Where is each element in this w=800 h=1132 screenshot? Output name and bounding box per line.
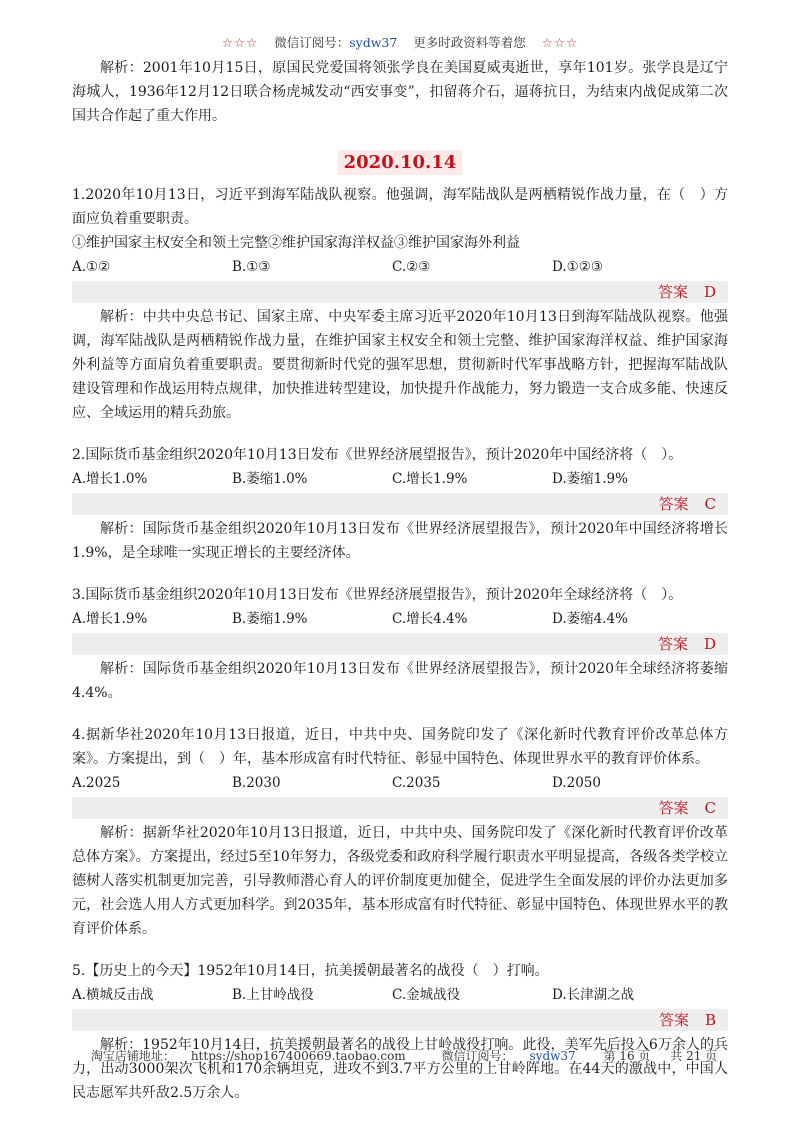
answer-bar xyxy=(72,797,728,819)
page-total: 共 21 页 xyxy=(670,1049,718,1063)
option-list xyxy=(72,467,728,491)
header-stars-left: ☆☆☆ xyxy=(221,35,259,50)
answer-value: C xyxy=(704,799,716,817)
answer-value: D xyxy=(703,635,716,653)
main-content xyxy=(72,56,728,1105)
question-analysis: 解析：国际货币基金组织2020年10月13日发布《世界经济展望报告》，预计2020年全球经济将萎缩4.4%。 xyxy=(72,661,728,701)
answer-label: 答案 xyxy=(658,1011,689,1029)
answer-label: 答案 xyxy=(657,283,688,301)
header-slogan: 更多时政资料等着您 xyxy=(413,35,526,50)
option-d: D.2050 xyxy=(552,775,601,791)
question-stem: 4.据新华社2020年10月13日报道，近日，中共中央、国务院印发了《深化新时代教育评价改革总体方案》。方案提出，到（ ）年，基本形成富有时代特征、彰显中国特色、体现世界水平的教育评价体系。 xyxy=(72,727,728,767)
answer-bar xyxy=(72,1009,728,1031)
question-stem: 1.2020年10月13日，习近平到海军陆战队视察。他强调，海军陆战队是两栖精锐作战力量，在（ ）方面应负着重要职责。 xyxy=(72,187,728,227)
question-stem: 5.【历史上的今天】1952年10月14日，抗美援朝最著名的战役（ ）打响。 xyxy=(72,963,549,979)
footer-wechat-label: 微信订阅号： xyxy=(441,1049,514,1063)
question-stem: 2.国际货币基金组织2020年10月13日发布《世界经济展望报告》，预计2020年中国经济将（ ）。 xyxy=(72,447,683,463)
option-c: C.增长1.9% xyxy=(392,471,468,487)
answer-label: 答案 xyxy=(658,799,689,817)
option-c: C.金城战役 xyxy=(392,987,461,1003)
question-stem-extra: ①维护国家主权安全和领土完整②维护国家海洋权益③维护国家海外利益 xyxy=(72,235,520,251)
option-list xyxy=(72,255,728,279)
answer-label: 答案 xyxy=(658,495,689,513)
question-block xyxy=(72,583,728,705)
header-stars-right: ☆☆☆ xyxy=(541,35,579,50)
question-analysis: 解析：中共中央总书记、国家主席、中央军委主席习近平2020年10月13日到海军陆战队视察。他强调，海军陆战队是两栖精锐作战力量，在维护国家主权安全和领土完整、维护国家海洋权益、维护国家海外利益等方面肩负着重要职责。要贯彻新时代党的强军思想，贯彻新时代军事战略方针，把握海军陆战队建设管理和作战运用特点规律，加快推进转型建设，加快提升作战能力，努力锻造一支合成多能、快速反应、全域运用的精兵劲旅。 xyxy=(72,309,728,421)
option-a: A.2025 xyxy=(72,775,121,791)
option-a: A.横城反击战 xyxy=(72,987,154,1003)
option-b: B.上甘岭战役 xyxy=(232,987,314,1003)
question-analysis: 解析：据新华社2020年10月13日报道，近日，中共中央、国务院印发了《深化新时代教育评价改革总体方案》。方案提出，经过5至10年努力，各级党委和政府科学履行职责水平明显提高，各级各类学校立德树人落实机制更加完善，引导教师潜心育人的评价制度更加健全，促进学生全面发展的评价办法更加多元，社会选人用人方式更加科学。到2035年，基本形成富有时代特征、彰显中国特色、体现世界水平的教育评价体系。 xyxy=(72,825,728,937)
answer-bar xyxy=(72,281,728,303)
option-list xyxy=(72,607,728,631)
question-stem: 3.国际货币基金组织2020年10月13日发布《世界经济展望报告》，预计2020年全球经济将（ ）。 xyxy=(72,587,683,603)
header-wechat-label: 微信订阅号： xyxy=(274,35,350,50)
option-a: A.①② xyxy=(72,259,111,275)
question-block xyxy=(72,959,728,1105)
question-analysis: 解析：1952年10月14日，抗美援朝最著名的战役上甘岭战役打响。此役，美军先后投入6万余人的兵力，出动3000架次飞机和170余辆坦克，进攻不到3.7平方公里的上甘岭阵地。在44天的激战中，中国人民志愿军共歼敌2.5万余人。 xyxy=(72,1037,728,1101)
footer-shop xyxy=(83,1049,414,1063)
question-block xyxy=(72,443,728,565)
header-wechat-id: sydw37 xyxy=(349,35,398,50)
question-block xyxy=(72,723,728,941)
answer-bar xyxy=(72,493,728,515)
option-list xyxy=(72,771,728,795)
option-b: B.萎缩1.9% xyxy=(232,611,308,627)
answer-label: 答案 xyxy=(657,635,688,653)
footer-wechat xyxy=(434,1049,584,1063)
option-d: D.萎缩1.9% xyxy=(552,471,628,487)
question-analysis: 解析：国际货币基金组织2020年10月13日发布《世界经济展望报告》，预计2020年中国经济将增长1.9%，是全球唯一实现正增长的主要经济体。 xyxy=(72,521,728,561)
answer-bar xyxy=(72,633,728,655)
intro-analysis: 解析：2001年10月15日，原国民党爱国将领张学良在美国夏威夷逝世，享年101岁。张学良是辽宁海城人，1936年12月12日联合杨虎城发动“西安事变”，扣留蒋介石，逼蒋抗日，为结束内战促成第二次国共合作起了重大作用。 xyxy=(72,60,728,124)
option-c: C.增长4.4% xyxy=(392,611,468,627)
page-number: 第 16 页 xyxy=(603,1049,651,1063)
footer-shop-url[interactable]: https://shop167400669.taobao.com xyxy=(190,1049,406,1063)
page-header xyxy=(0,33,800,51)
option-d: D.萎缩4.4% xyxy=(552,611,628,627)
option-c: C.2035 xyxy=(392,775,441,791)
answer-value: B xyxy=(704,1011,716,1029)
answer-value: C xyxy=(704,495,716,513)
option-list xyxy=(72,983,728,1007)
option-d: D.长津湖之战 xyxy=(552,987,635,1003)
footer-wechat-id: sydw37 xyxy=(529,1049,576,1063)
footer-shop-label: 淘宝店铺地址： xyxy=(90,1049,175,1063)
option-c: C.②③ xyxy=(392,259,431,275)
option-d: D.①②③ xyxy=(552,259,603,275)
option-b: B.萎缩1.0% xyxy=(232,471,308,487)
question-block xyxy=(72,183,728,425)
answer-value: D xyxy=(703,283,716,301)
page-footer xyxy=(0,1047,800,1064)
date-heading xyxy=(72,150,728,175)
option-a: A.增长1.9% xyxy=(72,611,148,627)
option-b: B.①③ xyxy=(232,259,271,275)
date-title: 2020.10.14 xyxy=(338,150,463,175)
option-b: B.2030 xyxy=(232,775,281,791)
option-a: A.增长1.0% xyxy=(72,471,148,487)
